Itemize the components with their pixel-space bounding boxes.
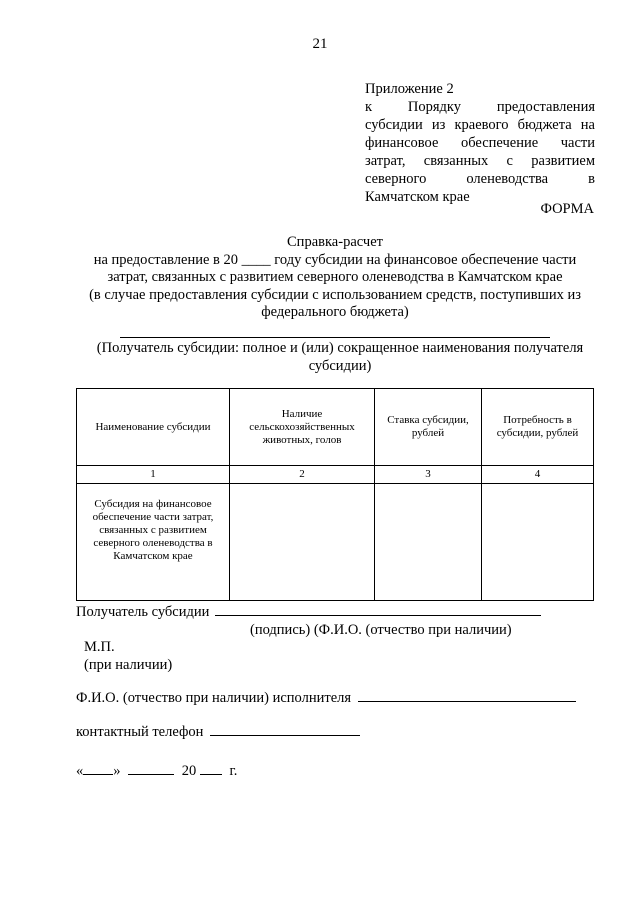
calculation-table: [76, 388, 594, 601]
executor-row: [76, 689, 576, 707]
table-header-cell: Потребность в субсидии, рублей: [482, 389, 594, 466]
document-title: [40, 234, 630, 322]
executor-line[interactable]: [358, 689, 576, 702]
appendix-line: к Порядку предоставления: [365, 99, 595, 115]
table-row: [77, 484, 594, 601]
table-header-row: [77, 389, 594, 466]
recipient-name-line[interactable]: [120, 326, 550, 338]
column-number: 3: [375, 466, 482, 484]
signature-row: [76, 603, 541, 621]
column-number: 2: [230, 466, 375, 484]
date-row: [76, 762, 237, 780]
recipient-label: Получатель субсидии: [76, 604, 210, 620]
stamp-note: (при наличии): [84, 657, 173, 673]
title-line: на предоставление в 20 ____ году субсидии на финансовое обеспечение части: [93, 251, 577, 268]
date-open-quote: «: [76, 763, 84, 779]
date-close-quote: »: [113, 763, 121, 779]
table-number-row: [77, 466, 594, 484]
date-month-line[interactable]: [128, 762, 174, 775]
date-day-line[interactable]: [83, 762, 113, 775]
stamp-place: [84, 638, 172, 674]
recipient-caption: [60, 339, 620, 375]
signature-line[interactable]: [215, 603, 541, 616]
column-number: 1: [77, 466, 230, 484]
appendix-line: Камчатском крае: [365, 189, 470, 205]
appendix-line: финансовое обеспечение части: [365, 135, 595, 151]
title-line: затрат, связанных с развитием северного оленеводства в Камчатском крае: [107, 269, 563, 285]
title-heading: Справка-расчет: [287, 234, 383, 250]
recipient-caption-line: субсидии): [308, 358, 372, 374]
subsidy-rate-cell[interactable]: [375, 484, 482, 601]
stamp-label: М.П.: [84, 639, 115, 655]
appendix-block: [365, 80, 595, 206]
date-year-line[interactable]: [200, 762, 222, 775]
form-label: ФОРМА: [540, 201, 594, 217]
signature-caption: (подпись) (Ф.И.О. (отчество при наличии): [250, 622, 512, 638]
appendix-title: Приложение 2: [365, 81, 454, 97]
date-year-prefix: 20: [181, 763, 197, 779]
page-number: 21: [312, 36, 328, 52]
recipient-caption-line: (Получатель субсидии: полное и (или) сокращенное наименования получателя: [96, 340, 584, 356]
subsidy-name-cell: Субсидия на финансовое обеспечение части затрат, связанных с развитием северного оленеводства в Камчатском крае: [77, 484, 230, 601]
phone-label: контактный телефон: [76, 724, 204, 740]
title-line: (в случае предоставления субсидии с использованием средств, поступивших из: [89, 286, 581, 303]
table-header-cell: Наличие сельскохозяйственных животных, голов: [230, 389, 375, 466]
subsidy-need-cell[interactable]: [482, 484, 594, 601]
column-number: 4: [482, 466, 594, 484]
title-line: федерального бюджета): [261, 304, 409, 320]
animals-count-cell[interactable]: [230, 484, 375, 601]
appendix-line: субсидии из краевого бюджета на: [365, 117, 595, 133]
executor-label: Ф.И.О. (отчество при наличии) исполнителя: [76, 690, 352, 706]
phone-line[interactable]: [210, 723, 360, 736]
appendix-line: северного оленеводства в: [365, 171, 595, 187]
table-header-cell: Наименование субсидии: [77, 389, 230, 466]
phone-row: [76, 723, 360, 741]
appendix-line: затрат, связанных с развитием: [365, 153, 595, 169]
date-suffix: г.: [229, 763, 238, 779]
table-header-cell: Ставка субсидии, рублей: [375, 389, 482, 466]
